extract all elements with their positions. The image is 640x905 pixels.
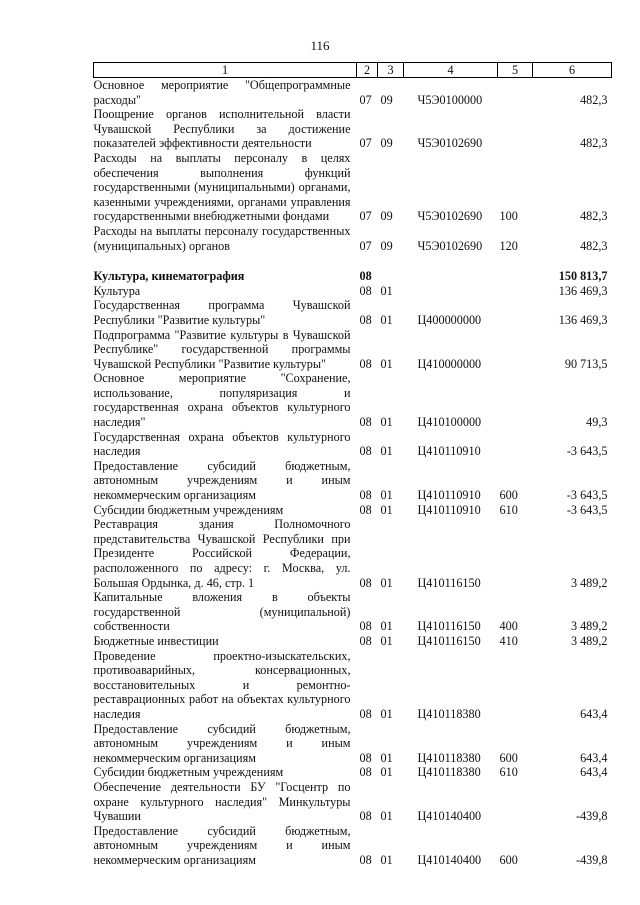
section-code: 08 [359, 633, 372, 648]
subsection-code: 01 [380, 633, 393, 648]
subsection-code: 09 [380, 136, 393, 151]
target-article-code: Ц410118380 [417, 706, 481, 721]
section-code: 08 [359, 750, 372, 765]
subsection-code [378, 269, 404, 284]
expense-type-code: 600 [499, 488, 518, 503]
table-row [94, 765, 612, 780]
target-article-code: Ц410116150 [417, 619, 481, 634]
target-article-code: Ц410110910 [417, 488, 481, 503]
amount: 3 489,2 [570, 619, 608, 634]
amount: 482,3 [580, 136, 608, 151]
section-code: 08 [359, 502, 372, 517]
table-body [94, 78, 612, 868]
section-code: 08 [359, 415, 372, 430]
subsection-code: 01 [380, 444, 393, 459]
subsection-code: 01 [380, 852, 393, 867]
item-name: Бюджетные инвестиции [93, 633, 219, 648]
page-number: 116 [310, 38, 330, 53]
amount: 3 489,2 [570, 575, 608, 590]
subsection-code: 01 [380, 283, 393, 298]
item-name: Предоставление субсидий бюджетным, автономным учреждениям и иным некоммерческим организациям [93, 823, 351, 867]
column-header: 6 [533, 63, 612, 78]
spacer-cell [94, 253, 612, 269]
section-code: 08 [359, 488, 372, 503]
spacer-row [94, 253, 612, 269]
item-name: Поощрение органов исполнительной власти Чувашской Республики за достижение показателей эффективности деятельности [93, 107, 351, 151]
table-row [94, 517, 612, 590]
amount: 150 813,7 [558, 269, 608, 284]
item-name: Расходы на выплаты персоналу в целях обеспечения выполнения функций государственными (муниципальными) органами, казенными учреждениями, органами управления государственными внебюджетными фондами [93, 150, 351, 224]
expense-type-code: 610 [499, 502, 518, 517]
target-article-code [404, 284, 498, 299]
table-row [94, 722, 612, 766]
item-name: Предоставление субсидий бюджетным, автономным учреждениям и иным некоммерческим организациям [93, 721, 351, 765]
header-row [94, 63, 612, 78]
amount: 136 469,3 [558, 312, 608, 327]
section-code: 07 [359, 209, 372, 224]
item-name: Предоставление субсидий бюджетным, автономным учреждениям и иным некоммерческим организациям [93, 458, 351, 503]
target-article-code: Ч5Э0100000 [417, 92, 483, 107]
expense-type-code: 610 [499, 765, 518, 780]
amount: 49,3 [586, 415, 608, 430]
amount: 3 489,2 [570, 633, 608, 648]
target-article-code: Ц410140400 [417, 809, 482, 824]
subsection-code: 01 [380, 502, 393, 517]
expense-type-code: 120 [499, 238, 518, 253]
expense-type-code [498, 649, 533, 722]
table-row [94, 459, 612, 503]
amount: 90 713,5 [564, 356, 608, 371]
expense-type-code [498, 284, 533, 299]
section-code: 07 [359, 136, 372, 151]
table-row [94, 649, 612, 722]
section-code: 08 [359, 852, 372, 867]
table-row [94, 371, 612, 429]
column-header: 3 [378, 63, 404, 78]
subsection-code: 01 [380, 706, 393, 721]
section-code: 08 [359, 765, 372, 780]
subsection-code: 09 [380, 209, 393, 224]
expense-type-code [498, 517, 533, 590]
column-header: 2 [357, 63, 378, 78]
section-code: 08 [359, 619, 372, 634]
table-row [94, 269, 612, 284]
item-name: Основное мероприятие "Сохранение, использование, популяризация и государственная охрана объектов культурного наследия" [93, 371, 351, 430]
amount: -439,8 [576, 809, 608, 824]
section-code: 07 [359, 92, 372, 107]
section-code: 08 [359, 575, 372, 590]
target-article-code: Ц410118380 [417, 750, 481, 765]
amount: -3 643,5 [566, 502, 608, 517]
item-name: Подпрограмма "Развитие культуры в Чувашской Республике" государственной программы Чувашской Республики "Развитие культуры" [93, 327, 351, 371]
item-name: Государственная программа Чувашской Республики "Развитие культуры" [93, 298, 351, 327]
target-article-code: Ц400000000 [417, 312, 482, 327]
table-row [94, 824, 612, 868]
subsection-code: 01 [380, 356, 393, 371]
section-code: 08 [359, 706, 372, 721]
expense-type-code [498, 269, 533, 284]
target-article-code: Ц410100000 [417, 415, 482, 430]
subsection-code: 01 [380, 809, 393, 824]
target-article-code: Ц410116150 [417, 575, 481, 590]
item-name: Реставрация здания Полномочного представительства Чувашской Республики при Президенте Российской Федерации, расположенного по адресу: г. Москва, ул. Большая Ордынка, д. 46, стр. 1 [93, 517, 351, 590]
expense-type-code [498, 78, 533, 108]
target-article-code: Ч5Э0102690 [417, 238, 483, 253]
item-name: Расходы на выплаты персоналу государственных (муниципальных) органов [93, 223, 351, 253]
subsection-code: 01 [380, 488, 393, 503]
table-row [94, 590, 612, 634]
section-code: 07 [359, 238, 372, 253]
table-row [94, 503, 612, 518]
expense-type-code: 100 [499, 209, 518, 224]
expense-type-code [498, 298, 533, 327]
budget-table [93, 62, 612, 867]
subsection-code: 01 [380, 619, 393, 634]
amount: -439,8 [576, 852, 608, 867]
subsection-code: 01 [380, 575, 393, 590]
section-code: 08 [359, 283, 372, 298]
item-name: Культура [93, 283, 141, 298]
item-name: Субсидии бюджетным учреждениям [93, 765, 284, 780]
amount: 482,3 [580, 209, 608, 224]
item-name: Основное мероприятие "Общепрограммные расходы" [93, 78, 351, 107]
column-header: 1 [94, 63, 357, 78]
target-article-code [404, 269, 498, 284]
amount: 643,4 [580, 750, 608, 765]
item-name: Обеспечение деятельности БУ "Госцентр по охране культурного наследия" Минкультуры Чувашии [93, 779, 351, 824]
target-article-code: Ц410140400 [417, 852, 482, 867]
table-row [94, 107, 612, 151]
section-code: 08 [359, 312, 372, 327]
column-header: 5 [498, 63, 533, 78]
amount: 643,4 [580, 765, 608, 780]
item-name: Проведение проектно-изыскательских, противоаварийных, консервационных, восстановительных и ремонтно-реставрационных работ на объектах культурного наследия [93, 648, 351, 721]
expense-type-code: 600 [499, 852, 518, 867]
target-article-code: Ц410000000 [417, 356, 482, 371]
subsection-code: 09 [380, 92, 393, 107]
subsection-code: 01 [380, 312, 393, 327]
target-article-code: Ц410116150 [417, 633, 481, 648]
expense-type-code [498, 780, 533, 824]
subsection-code: 01 [380, 415, 393, 430]
table-row [94, 780, 612, 824]
amount: 643,4 [580, 706, 608, 721]
target-article-code: Ч5Э0102690 [417, 136, 483, 151]
target-article-code: Ц410118380 [417, 765, 481, 780]
column-header: 4 [404, 63, 498, 78]
amount: 136 469,3 [558, 283, 608, 298]
amount: -3 643,5 [566, 488, 608, 503]
amount: -3 643,5 [566, 444, 608, 459]
table-row [94, 78, 612, 108]
target-article-code: Ц410110910 [417, 502, 481, 517]
expense-type-code [498, 107, 533, 151]
expense-type-code [498, 430, 533, 459]
subsection-code: 09 [380, 238, 393, 253]
section-code: 08 [359, 444, 372, 459]
subsection-code: 01 [380, 750, 393, 765]
item-name: Культура, кинематография [93, 269, 245, 284]
expense-type-code: 600 [499, 750, 518, 765]
expense-type-code [498, 371, 533, 429]
section-code: 08 [359, 269, 372, 284]
table-row [94, 634, 612, 649]
section-code: 08 [359, 809, 372, 824]
table-row [94, 224, 612, 253]
table-row [94, 284, 612, 299]
table-row [94, 298, 612, 327]
subsection-code: 01 [380, 765, 393, 780]
expense-type-code [498, 328, 533, 372]
amount: 482,3 [580, 92, 608, 107]
item-name: Государственная охрана объектов культурного наследия [93, 429, 351, 459]
item-name: Капитальные вложения в объекты государственной (муниципальной) собственности [93, 590, 351, 634]
target-article-code: Ч5Э0102690 [417, 209, 483, 224]
item-name: Субсидии бюджетным учреждениям [93, 502, 284, 517]
expense-type-code: 400 [499, 619, 518, 634]
section-code: 08 [359, 356, 372, 371]
table-row [94, 151, 612, 224]
expense-type-code: 410 [499, 633, 518, 648]
table-row [94, 430, 612, 459]
target-article-code: Ц410110910 [417, 444, 481, 459]
table-row [94, 328, 612, 372]
amount: 482,3 [580, 238, 608, 253]
